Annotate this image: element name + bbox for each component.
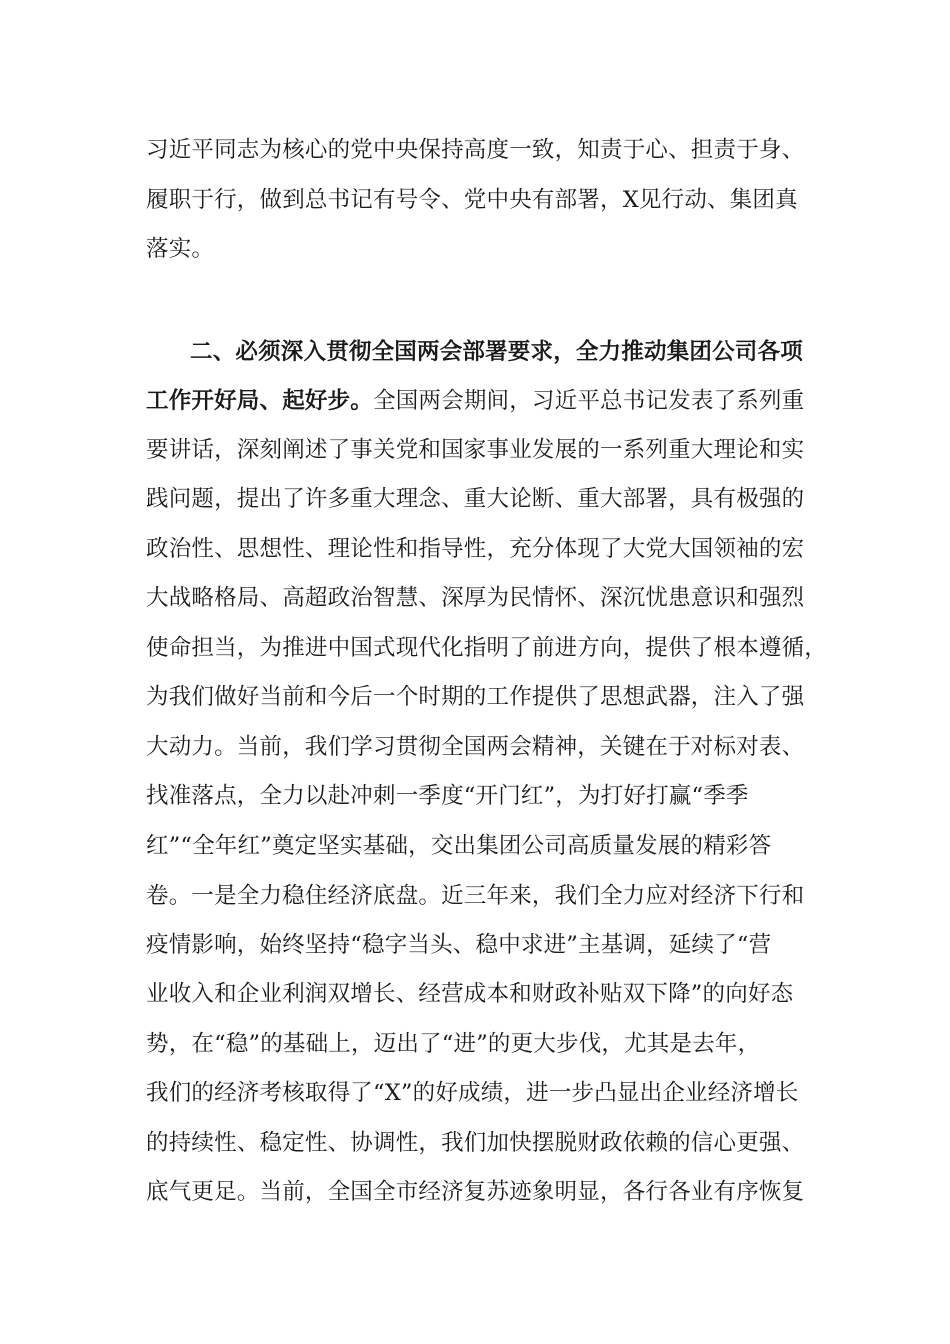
paragraph2-body-line: 大动力。当前，我们学习贯彻全国两会精神，关键在于对标对表、 — [146, 734, 805, 760]
paragraph2-body-line: 底气更足。当前，全国全市经济复苏迹象明显，各行各业有序恢复 — [146, 1179, 805, 1205]
paragraph2-body-line: 业收入和企业利润双增长、经营成本和财政补贴双下降”的向好态 — [146, 981, 794, 1007]
paragraph2-body-line: 卷。一是全力稳住经济底盘。近三年来，我们全力应对经济下行和 — [146, 883, 805, 909]
paragraph2-body-line: 势，在“稳”的基础上，迈出了“进”的更大步伐，尤其是去年， — [146, 1031, 761, 1057]
paragraph2-body-line: 我们的经济考核取得了“X”的好成绩，进一步凸显出企业经济增长 — [146, 1080, 799, 1106]
paragraph1-line-2: 履职于行，做到总书记有号令、党中央有部署，X见行动、集团真 — [146, 187, 798, 213]
section-heading-line-2: 工作开好局、起好步。 — [146, 388, 374, 414]
section-heading-line-1: 二、必须深入贯彻全国两会部署要求，全力推动集团公司各项 — [190, 339, 803, 365]
paragraph2-body-line: 找准落点，全力以赴冲刺一季度“开门红”，为打好打赢“季季 — [146, 783, 749, 809]
paragraph2-body-line: 红”“全年红”奠定坚实基础，交出集团公司高质量发展的精彩答 — [146, 833, 772, 859]
paragraph2-body-line: 政治性、思想性、理论性和指导性，充分体现了大党大国领袖的宏 — [146, 536, 805, 562]
paragraph1-line-3: 落实。 — [146, 236, 215, 262]
paragraph2-body-line: 大战略格局、高超政治智慧、深厚为民情怀、深沉忧患意识和强烈 — [146, 585, 805, 611]
paragraph2-body-line: 疫情影响，始终坚持“稳字当头、稳中求进”主基调，延续了“营 — [146, 932, 772, 958]
paragraph2-body-line: 的持续性、稳定性、协调性，我们加快摆脱财政依赖的信心更强、 — [146, 1130, 805, 1156]
paragraph2-body-line: 使命担当，为推进中国式现代化指明了前进方向，提供了根本遵循， — [146, 635, 828, 661]
paragraph1-line-1: 习近平同志为核心的党中央保持高度一致，知责于心、担责于身、 — [146, 137, 805, 163]
paragraph2-line-2 — [146, 375, 826, 427]
paragraph2-body-line: 践问题，提出了许多重大理念、重大论断、重大部署，具有极强的 — [146, 486, 805, 512]
paragraph2-line-2-rest: 全国两会期间，习近平总书记发表了系列重 — [373, 388, 805, 414]
paragraph2-body-line: 为我们做好当前和今后一个时期的工作提供了思想武器，注入了强 — [146, 684, 805, 710]
paragraph2-body-line: 要讲话，深刻阐述了事关党和国家事业发展的一系列重大理论和实 — [146, 437, 805, 463]
